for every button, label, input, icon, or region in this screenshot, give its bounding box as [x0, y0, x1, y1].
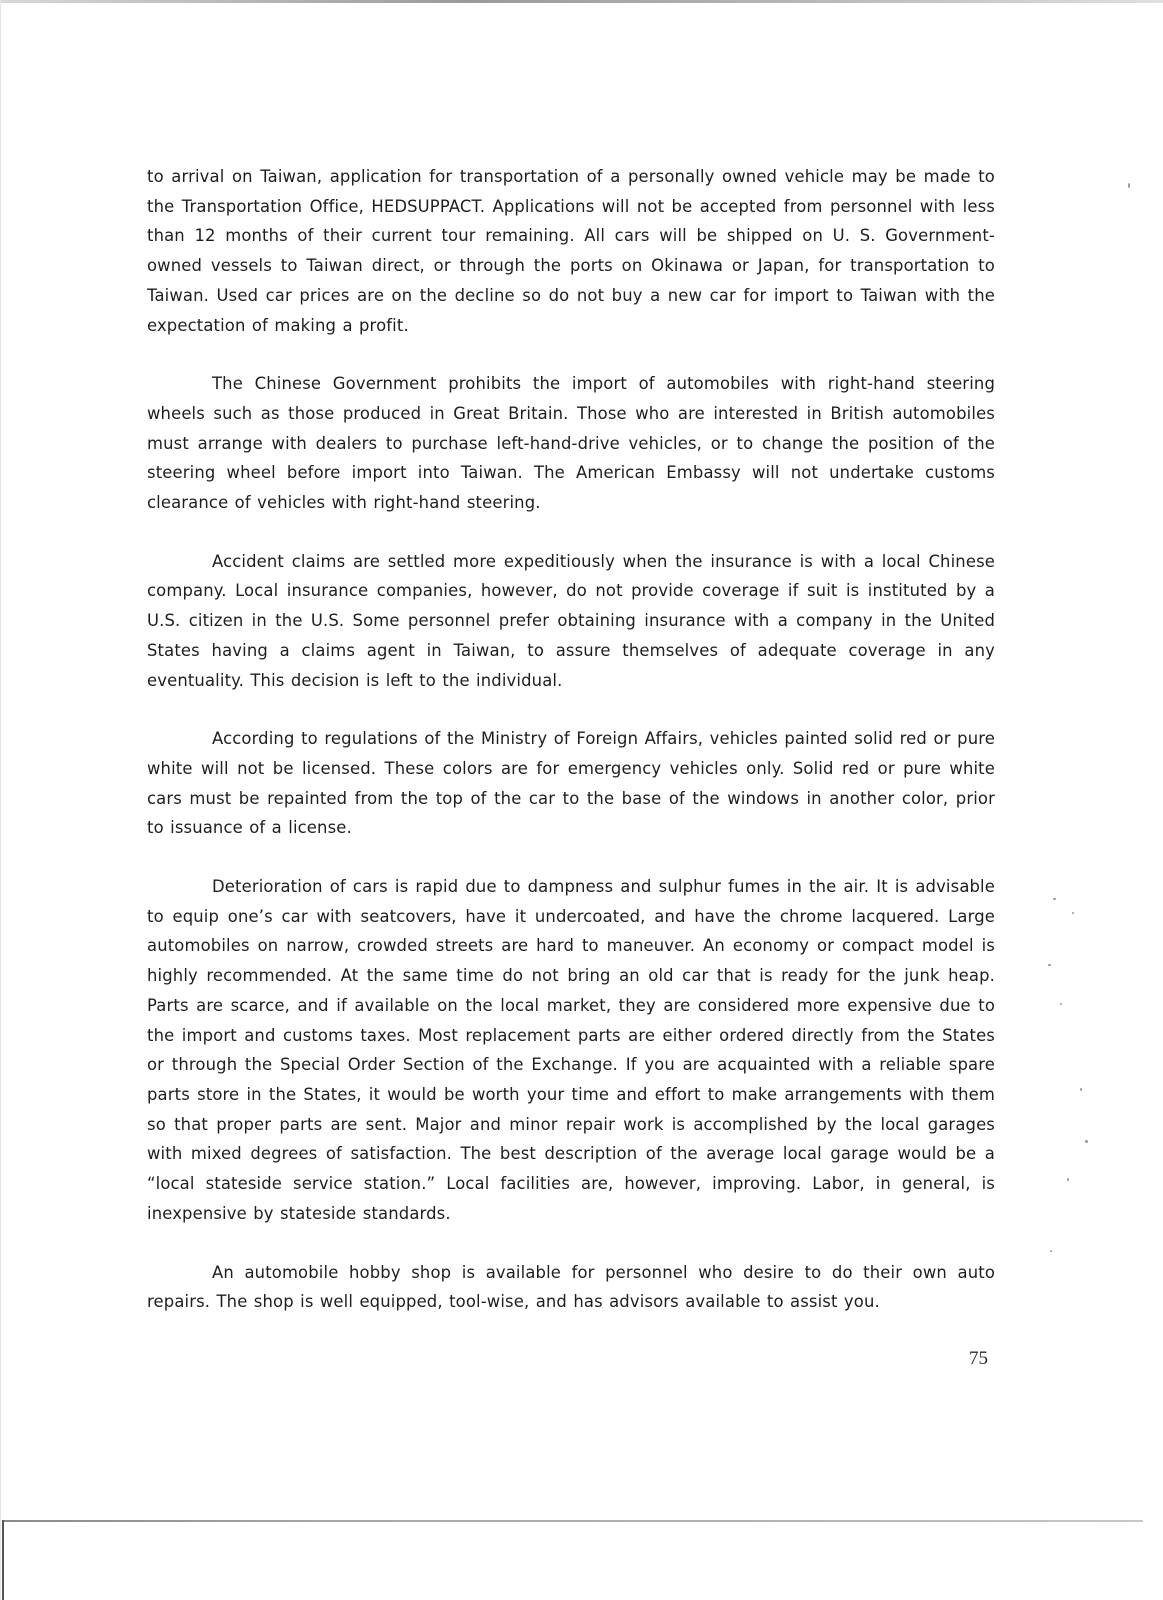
paragraph-right-hand-steering: The Chinese Government prohibits the import of automobiles with right-hand steering wheels such as those produced in Great Britain. Those who are interested in British automobiles must arrange with dealers to purchase left-hand-drive vehicles, or to change the position of the steering wheel before import into Taiwan. The American Embassy will not undertake customs clearance of vehicles with right-hand steering.	[147, 374, 995, 513]
paragraph-car-deterioration: Deterioration of cars is rapid due to dampness and sulphur fumes in the air. It is advisable to equip one’s car with seatcovers, have it undercoated, and have the chrome lacquered. Large automobiles on narrow, crowded streets are hard to maneuver. An economy or compact model is highly recommended. At the same time do not bring an old car that is ready for the junk heap. Parts are scarce, and if available on the local market, they are considered more expensive due to the import and customs taxes. Most replacement parts are either ordered directly from the States or through the Special Order Section of the Exchange. If you are acquainted with a reliable spare parts store in the States, it would be worth your time and effort to make arrangements with them so that proper parts are sent. Major and minor repair work is accomplished by the local garages with mixed degrees of satisfaction. The best description of the average local garage would be a “local stateside service station.” Local facilities are, however, improving. Labor, in general, is inexpensive by stateside standards.	[147, 877, 995, 1223]
scan-speck	[1067, 1178, 1069, 1181]
scan-speck	[1050, 1250, 1052, 1252]
page-number: 75	[969, 1348, 988, 1369]
paragraph-vehicle-colors: According to regulations of the Ministry of Foreign Affairs, vehicles painted solid red or pure white will not be licensed. These colors are for emergency vehicles only. Solid red or pure white cars must be repainted from the top of the car to the base of the windows in another color, prior to issuance of a license.	[147, 729, 995, 838]
scan-bottom-rule	[3, 1520, 1143, 1522]
scan-speck	[1080, 1088, 1082, 1091]
scan-speck	[1085, 1140, 1088, 1143]
scan-speck	[1060, 1003, 1062, 1005]
paragraph-hobby-shop: An automobile hobby shop is available for personnel who desire to do their own auto repairs. The shop is well equipped, tool-wise, and has advisors available to assist you.	[147, 1262, 995, 1312]
scan-top-edge	[0, 0, 1163, 3]
scan-speck	[1053, 898, 1056, 900]
scan-speck	[1048, 964, 1051, 966]
document-body	[147, 162, 995, 1346]
scan-left-edge	[0, 0, 1, 1600]
scan-speck	[1072, 912, 1074, 914]
paragraph-insurance: Accident claims are settled more expeditiously when the insurance is with a local Chinese company. Local insurance companies, however, do not provide coverage if suit is instituted by a U.S. citizen in the U.S. Some personnel prefer obtaining insurance with a company in the United States having a claims agent in Taiwan, to assure themselves of adequate coverage in any eventuality. This decision is left to the individual.	[147, 551, 995, 690]
scan-speck	[1128, 183, 1130, 188]
paragraph-vehicle-shipping: to arrival on Taiwan, application for transportation of a personally owned vehicle may be made to the Transportation Office, HEDSUPPACT. Applications will not be accepted from personnel with less than 12 months of their current tour remaining. All cars will be shipped on U. S. Government-owned vessels to Taiwan direct, or through the ports on Okinawa or Japan, for transportation to Taiwan. Used car prices are on the decline so do not buy a new car for import to Taiwan with the expectation of making a profit.	[147, 167, 995, 335]
scan-bottom-left-edge	[2, 1520, 4, 1600]
